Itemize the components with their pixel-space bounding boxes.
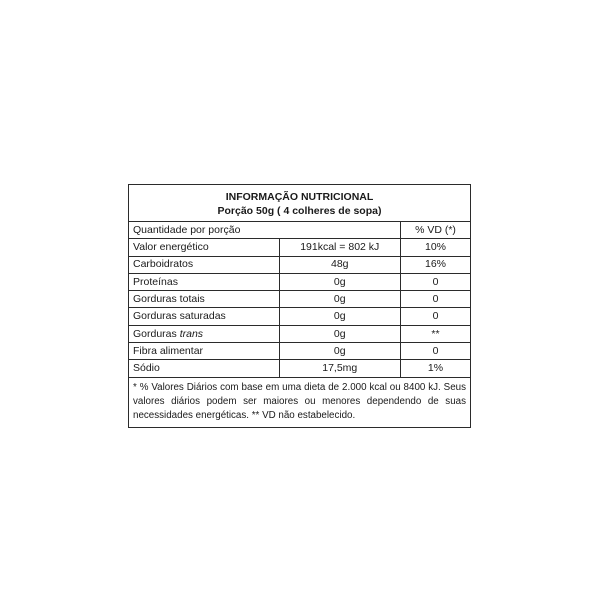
nutrient-name [129,325,279,342]
table-row [129,308,470,325]
serving-size: Porção 50g ( 4 colheres de sopa) [217,205,382,217]
nutrition-facts-label [128,184,471,428]
nutrient-name-prefix: Gorduras [133,327,180,340]
table-row [129,325,470,342]
nutrient-quantity: 48g [279,256,401,273]
table-header-row [129,222,470,239]
nutrient-quantity: 0g [279,291,401,308]
nutrient-quantity: 191kcal = 802 kJ [279,239,401,256]
nutrient-quantity: 0g [279,273,401,290]
quantity-per-serving-header: Quantidade por porção [129,222,279,239]
table-row [129,256,470,273]
quantity-header-spacer [279,222,401,239]
nutrient-daily-value: 10% [401,239,471,256]
nutrient-quantity: 0g [279,325,401,342]
nutrient-daily-value: 0 [401,273,471,290]
nutrient-quantity: 0g [279,343,401,360]
table-row [129,360,470,377]
table-row [129,273,470,290]
label-header [129,185,470,222]
nutrient-daily-value: 0 [401,343,471,360]
table-row [129,291,470,308]
nutrient-daily-value: 1% [401,360,471,377]
daily-value-header: % VD (*) [401,222,471,239]
table-row [129,343,470,360]
nutrient-quantity: 0g [279,308,401,325]
nutrition-table [129,222,470,378]
nutrient-name: Carboidratos [129,256,279,273]
nutrient-name-italic: trans [179,327,204,340]
nutrient-daily-value: ** [401,325,471,342]
nutrient-daily-value: 0 [401,308,471,325]
nutrient-daily-value: 16% [401,256,471,273]
table-row [129,239,470,256]
nutrient-name: Gorduras saturadas [129,308,279,325]
label-title: INFORMAÇÃO NUTRICIONAL [225,191,374,203]
nutrient-name: Sódio [129,360,279,377]
nutrient-name: Proteínas [129,273,279,290]
footnote: * % Valores Diários com base em uma dieta de 2.000 kcal ou 8400 kJ. Seus valores diários podem ser maiores ou menores dependendo de suas necessidades energéticas. ** VD não estabelecido. [133,381,466,421]
nutrient-quantity: 17,5mg [279,360,401,377]
nutrient-name: Gorduras totais [129,291,279,308]
nutrient-name: Valor energético [129,239,279,256]
nutrient-daily-value: 0 [401,291,471,308]
nutrient-name: Fibra alimentar [129,343,279,360]
